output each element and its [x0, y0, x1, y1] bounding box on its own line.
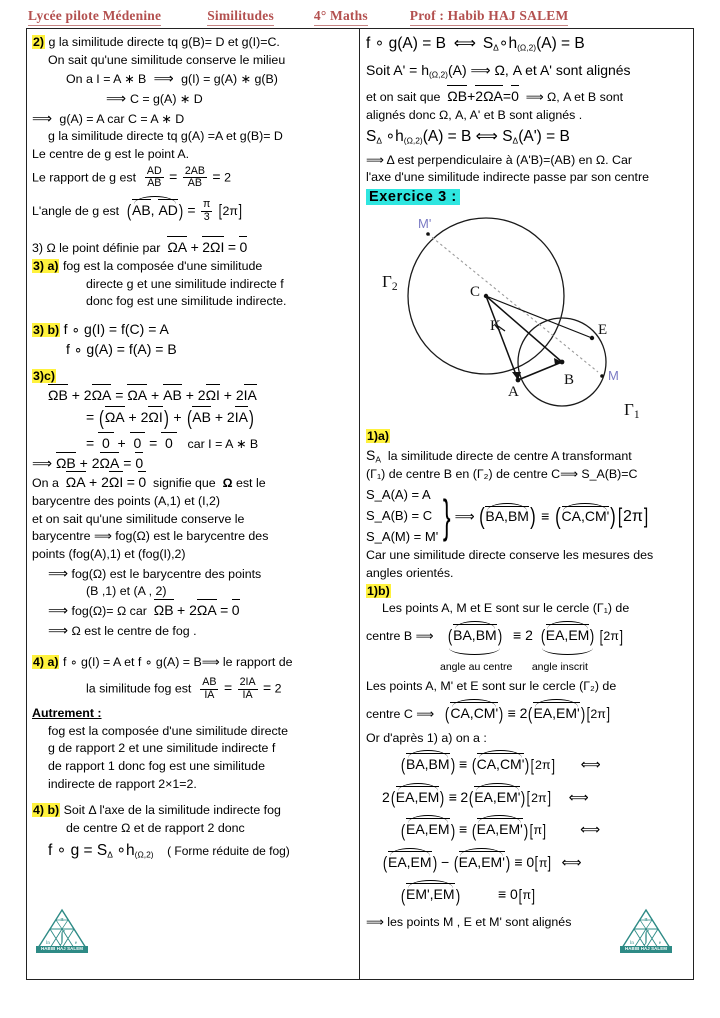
chain-iff-4: ⟺ [561, 853, 582, 870]
svg-text:∫: ∫ [59, 929, 65, 945]
q4a-ratio: la similitude fog est $\frac{AB}{IA}$ = $\frac{2IA}{IA}$ = 2 [86, 676, 282, 701]
q1b-v3: CA,CM' [450, 700, 498, 723]
q3a-line3: donc fog est une similitude indirecte. [86, 294, 287, 309]
q3c-line1: ΩB + 2ΩA = ΩA + AB + 2ΩI + 2IA [48, 386, 257, 403]
point-M [600, 374, 604, 378]
q2-l4: C = g(A) ∗ D [129, 91, 203, 106]
q2-frac-2: $\frac{2AB}{AB}$ [184, 164, 205, 190]
q4-alt-line2: g de rapport 2 et une similitude indirecte f [48, 741, 276, 756]
q1b-tag: 1)b) [367, 583, 390, 598]
q3-vec1: ΩA [167, 239, 188, 256]
logo-left-svg [36, 908, 88, 952]
logo-bottom-right [620, 908, 672, 952]
chain-line-5: (EM',EM) ≡ 0[π] [366, 881, 688, 908]
q4-alt-title: Autrement : [32, 706, 102, 721]
right-top-line3: et on sait que ΩB+2ΩA=0 ⟹ Ω, A et B sont [366, 88, 624, 105]
q1b-v1: BA,BM [453, 622, 497, 645]
q3c-reason: car I = A ∗ B [187, 436, 259, 451]
right-top-line4: alignés donc Ω, A, A' et B sont alignés . [366, 108, 583, 123]
q1a-eq1: S_A(A) = A [366, 487, 431, 503]
q1b-mod: 2π [603, 628, 619, 643]
svg-text:ln: ln [46, 941, 50, 946]
point-Mprime [426, 232, 430, 236]
q1a-eq3: S_A(M) = M' [366, 528, 439, 544]
q2-l3a: On a I = A ∗ B [66, 72, 147, 87]
q4a-ratio-value: 2 [274, 681, 282, 696]
q4b-tag: 4) b) [33, 803, 60, 818]
q2-heading [32, 34, 354, 51]
annot-angle-centre: angle au centre [440, 660, 513, 673]
q4a-frac-2: $\frac{2IA}{IA}$ [239, 676, 256, 701]
q1a-equations [366, 485, 438, 547]
svg-text:π: π [644, 917, 648, 923]
q4b-lhs: f ∘ g = S [48, 842, 108, 860]
q3c-tag: 3)c) [33, 369, 56, 384]
q2-frac-1: $\frac{AD}{AB}$ [146, 164, 162, 190]
q3c-line3: = 0 + 0 = 0 car I = A ∗ B [86, 434, 259, 451]
q2-line1: g la similitude directe tq g(B)= D et g(I)=C. [48, 35, 280, 49]
q1b-heading [366, 583, 688, 600]
conclusion-line: ⟹ les points M , E et M' sont alignés [366, 914, 572, 929]
q3-zero: 0 [239, 239, 248, 256]
point-B [560, 360, 565, 365]
q4-alt-line1: fog est la composée d'une similitude directe [48, 723, 288, 738]
chain-line-2: 2(EA,EM) ≡ 2(EA,EM')[2π] ⟺ [366, 784, 688, 811]
q3c-line5: On a ΩA + 2ΩI = 0 signifie que Ω est le [32, 474, 266, 491]
q1a-system: S_A(A) = A S_A(B) = C S_A(M) = M' } ⟹ (BA,BM) ≡ (CA,CM')[2π] [366, 485, 688, 547]
label-B: B [564, 372, 575, 389]
annot-angle-inscrit: angle inscrit [531, 660, 588, 673]
q2-line6: g la similitude directe tq g(A) =A et g(B)= D [48, 129, 283, 144]
q3c-line13: ⟹ Ω est le centre de fog . [48, 621, 197, 638]
q1b-line4: centre C ⟹ (CA,CM') ≡ 2(EA,EM')[2π] [366, 700, 688, 727]
q3c-line8: barycentre ⟹ fog(Ω) est le barycentre des [32, 529, 269, 544]
exercice-3-label: Exercice 3 : [366, 189, 460, 205]
label-C: C [470, 284, 481, 301]
q3-definition: 3) Ω le point définie par ΩA + 2ΩI = 0 [32, 239, 248, 256]
point-A [516, 378, 521, 383]
q2-ratio-value: 2 [224, 170, 231, 185]
rt-l1a: f ∘ g(A) = B [366, 35, 446, 52]
q1b-line3: Les points A, M' et E sont sur le cercle (Γ₂) de [366, 679, 617, 694]
q2-l3b: g(I) = g(A) ∗ g(B) [181, 72, 278, 87]
header-school: Lycée pilote Médenine [28, 8, 161, 26]
column-divider [359, 28, 360, 980]
point-E [590, 336, 594, 340]
q1a-heading [366, 428, 688, 445]
geometry-figure [366, 210, 688, 428]
q2-angle-label: L'angle de g est [32, 203, 120, 218]
q2-line2: On sait qu'une similitude conserve le milieu [48, 52, 286, 67]
q2-angle-mod: 2π [222, 203, 238, 218]
right-top-line2: Soit $A' = h_{(\Omega,2)}(A)$ ⟹ Ω, A et A' sont alignés [366, 61, 631, 80]
q2-tag: 2) [33, 35, 45, 49]
right-column [366, 34, 688, 932]
q4a-tag: 4) a) [33, 655, 59, 670]
q1a-mod: 2π [623, 507, 643, 525]
label-gamma1: $\Gamma_1$ [624, 400, 640, 422]
q3c-line2: = (ΩA + 2ΩI) + (AB + 2IA) [86, 407, 254, 430]
q2-line5: ⟹ g(A) = A car C = A ∗ D [32, 109, 185, 126]
q2-line4: ⟹ C = g(A) ∗ D [106, 89, 203, 106]
q1a-result-v2: CA,CM' [562, 504, 610, 524]
label-gamma2: $\Gamma_2$ [382, 272, 398, 294]
label-Mprime: M' [418, 216, 432, 232]
svg-text:∫: ∫ [643, 929, 649, 945]
q2-angle-vectors: AB, AD [132, 197, 178, 220]
q1b-line1: Les points A, M et E sont sur le cercle (Γ₁) de [382, 601, 630, 616]
q4a-ratio-label: la similitude fog est [86, 681, 192, 696]
q3c-line7: et on sait qu'une similitude conserve le [32, 511, 245, 526]
q3a-line1: fog est la composée d'une similitude [62, 259, 263, 274]
q1b-mod2: 2π [590, 706, 606, 721]
q1a-note2: angles orientés. [366, 566, 454, 581]
q3a-line2: directe g et une similitude indirecte f [86, 276, 284, 291]
q1a-line2: (Γ₁) de centre B en (Γ₂) de centre C⟹ S_A(B)=C [366, 467, 638, 482]
q4a-line1: f ∘ g(I) = A et f ∘ g(A) = B⟹ le rapport de [62, 655, 293, 670]
q3a-heading [32, 258, 354, 275]
q1b-v2: EA,EM [546, 622, 590, 645]
logo-right-caption: HABIB HAJ SALEM [620, 946, 672, 953]
rt-iff: ⟺ [453, 35, 476, 52]
q4b-reduced-form: f ∘ $g = S_\Delta$ $\circ h_{(\Omega,2)}$ ( Forme réduite de fog) [48, 842, 290, 860]
q4b-delta: Δ [107, 849, 113, 860]
q1b-v4: EA,EM' [533, 700, 579, 723]
q1a-line1: $S_A$ la similitude directe de centre A transformant [366, 446, 632, 465]
svg-text:e: e [658, 941, 662, 946]
q4b-h: h [126, 842, 135, 860]
exercice-3-heading [366, 188, 688, 207]
q4-alt-line4: indirecte de rapport 2×1=2. [48, 776, 197, 791]
segment-CE [486, 296, 592, 338]
q2-ratio-label: Le rapport de g est [32, 170, 137, 185]
q4b-heading [32, 802, 354, 819]
label-A: A [508, 384, 519, 401]
chain-iff-3: ⟺ [580, 821, 601, 838]
right-top-line7: l'axe d'une similitude indirecte passe par son centre [366, 170, 649, 185]
page-header [28, 8, 700, 26]
q2-line3: On a I = A ∗ B ⟹ g(I) = g(A) ∗ g(B) [66, 70, 278, 87]
header-teacher: Prof : Habib HAJ SALEM [410, 8, 569, 26]
chain-line-4: (EA,EM) − (EA,EM') ≡ 0[π] ⟺ [366, 849, 688, 876]
q1a-note1: Car une similitude directe conserve les mesures des [366, 548, 654, 563]
q4a-heading [32, 654, 354, 671]
line-mprime-m [428, 234, 598, 372]
logo-bottom-left [36, 908, 88, 952]
logo-left-caption: HABIB HAJ SALEM [36, 946, 88, 953]
q1a-eq2: S_A(B) = C [366, 507, 433, 523]
q3c-line4: ⟹ ΩB + 2ΩA = 0 [32, 454, 144, 471]
q3a-tag: 3) a) [33, 259, 59, 274]
label-E: E [598, 322, 608, 339]
q3c-line6: barycentre des points (A,1) et (I,2) [32, 494, 221, 509]
left-column [32, 34, 354, 863]
chain-line-3: (EA,EM) ≡ (EA,EM')[π] ⟺ [366, 816, 688, 843]
q3-def-label: 3) Ω le point définie par [32, 241, 161, 256]
q3b-line2: f ∘ g(A) = f(A) = B [66, 340, 177, 357]
q3c-line12: ⟹ fog(Ω)= Ω car ΩB + 2ΩA = 0 [48, 601, 240, 618]
q4b-note: ( Forme réduite de fog) [167, 844, 290, 859]
chain-iff-2: ⟺ [568, 788, 589, 805]
q3b-heading [32, 320, 354, 339]
q2-angle: L'angle de g est (AB, AD) = $\frac{\pi}{3}$ [2π] [32, 198, 242, 223]
q2-l5a: g(A) = A car [59, 111, 125, 126]
q1b-or-line: Or d'après 1) a) on a : [366, 731, 487, 746]
svg-text:e: e [74, 941, 78, 946]
logo-right-svg [620, 908, 672, 952]
q1a-tag: 1)a) [367, 429, 390, 444]
label-M: M [608, 368, 619, 384]
chain-line-1: (BA,BM) ≡ (CA,CM')[2π] ⟺ [366, 751, 688, 778]
segment-CA [486, 296, 518, 380]
q3c-line11: (B ,1) et (A , 2) [86, 584, 167, 599]
q3-vec2: 2ΩI [202, 239, 225, 256]
header-level: 4° Maths [314, 8, 368, 26]
chain-iff-1: ⟺ [580, 755, 601, 772]
q1b-annotations [366, 658, 688, 675]
q2-line7: Le centre de g est le point A. [32, 147, 190, 162]
q4a-frac-1: $\frac{AB}{IA}$ [202, 676, 217, 701]
point-C [484, 294, 488, 298]
q1a-result-v1: BA,BM [485, 504, 529, 524]
figure-svg [366, 210, 688, 428]
q3c-line10: ⟹ fog(Ω) est le barycentre des points [48, 564, 262, 581]
q4b-h-sub: (Ω,2) [134, 849, 154, 860]
q4b-line1: Soit Δ l'axe de la similitude indirecte fog [63, 803, 281, 818]
right-top-line6: ⟹ Δ est perpendiculaire à (A'B)=(AB) en Ω. Car [366, 152, 632, 167]
q2-angle-frac: $\frac{\pi}{3}$ [202, 198, 211, 223]
q3b-tag: 3) b) [33, 322, 60, 337]
right-top-line1: f ∘ g(A) = B ⟺ $S_\Delta\circ h_{(\Omega,2)}(A) = B$ [366, 35, 585, 53]
q3c-line9: points (fog(A),1) et (fog(I),2) [32, 547, 186, 561]
q4b-line2: de centre Ω et de rapport 2 donc [66, 820, 245, 835]
label-K: K [490, 318, 501, 335]
svg-text:π: π [60, 917, 64, 923]
q4-alt-line3: de rapport 1 donc fog est une similitude [48, 758, 265, 773]
q1b-line2: centre B ⟹ (BA,BM) ≡ 2 (EA,EM) [2π] [366, 622, 688, 649]
right-top-line5: $S_\Delta$ $\circ h_{(\Omega,2)}(A) = B$ ⟺ $S_\Delta(A') = B$ [366, 127, 570, 146]
q2-ratio: Le rapport de g est $\frac{AD}{AB}$ = $\frac{2AB}{AB}$ = 2 [32, 164, 231, 190]
q3b-line1: f ∘ g(I) = f(C) = A [63, 320, 169, 337]
svg-text:ln: ln [630, 941, 634, 946]
header-topic: Similitudes [207, 8, 274, 26]
q2-l5b: C = A ∗ D [127, 111, 185, 126]
q3c-heading [32, 368, 354, 385]
